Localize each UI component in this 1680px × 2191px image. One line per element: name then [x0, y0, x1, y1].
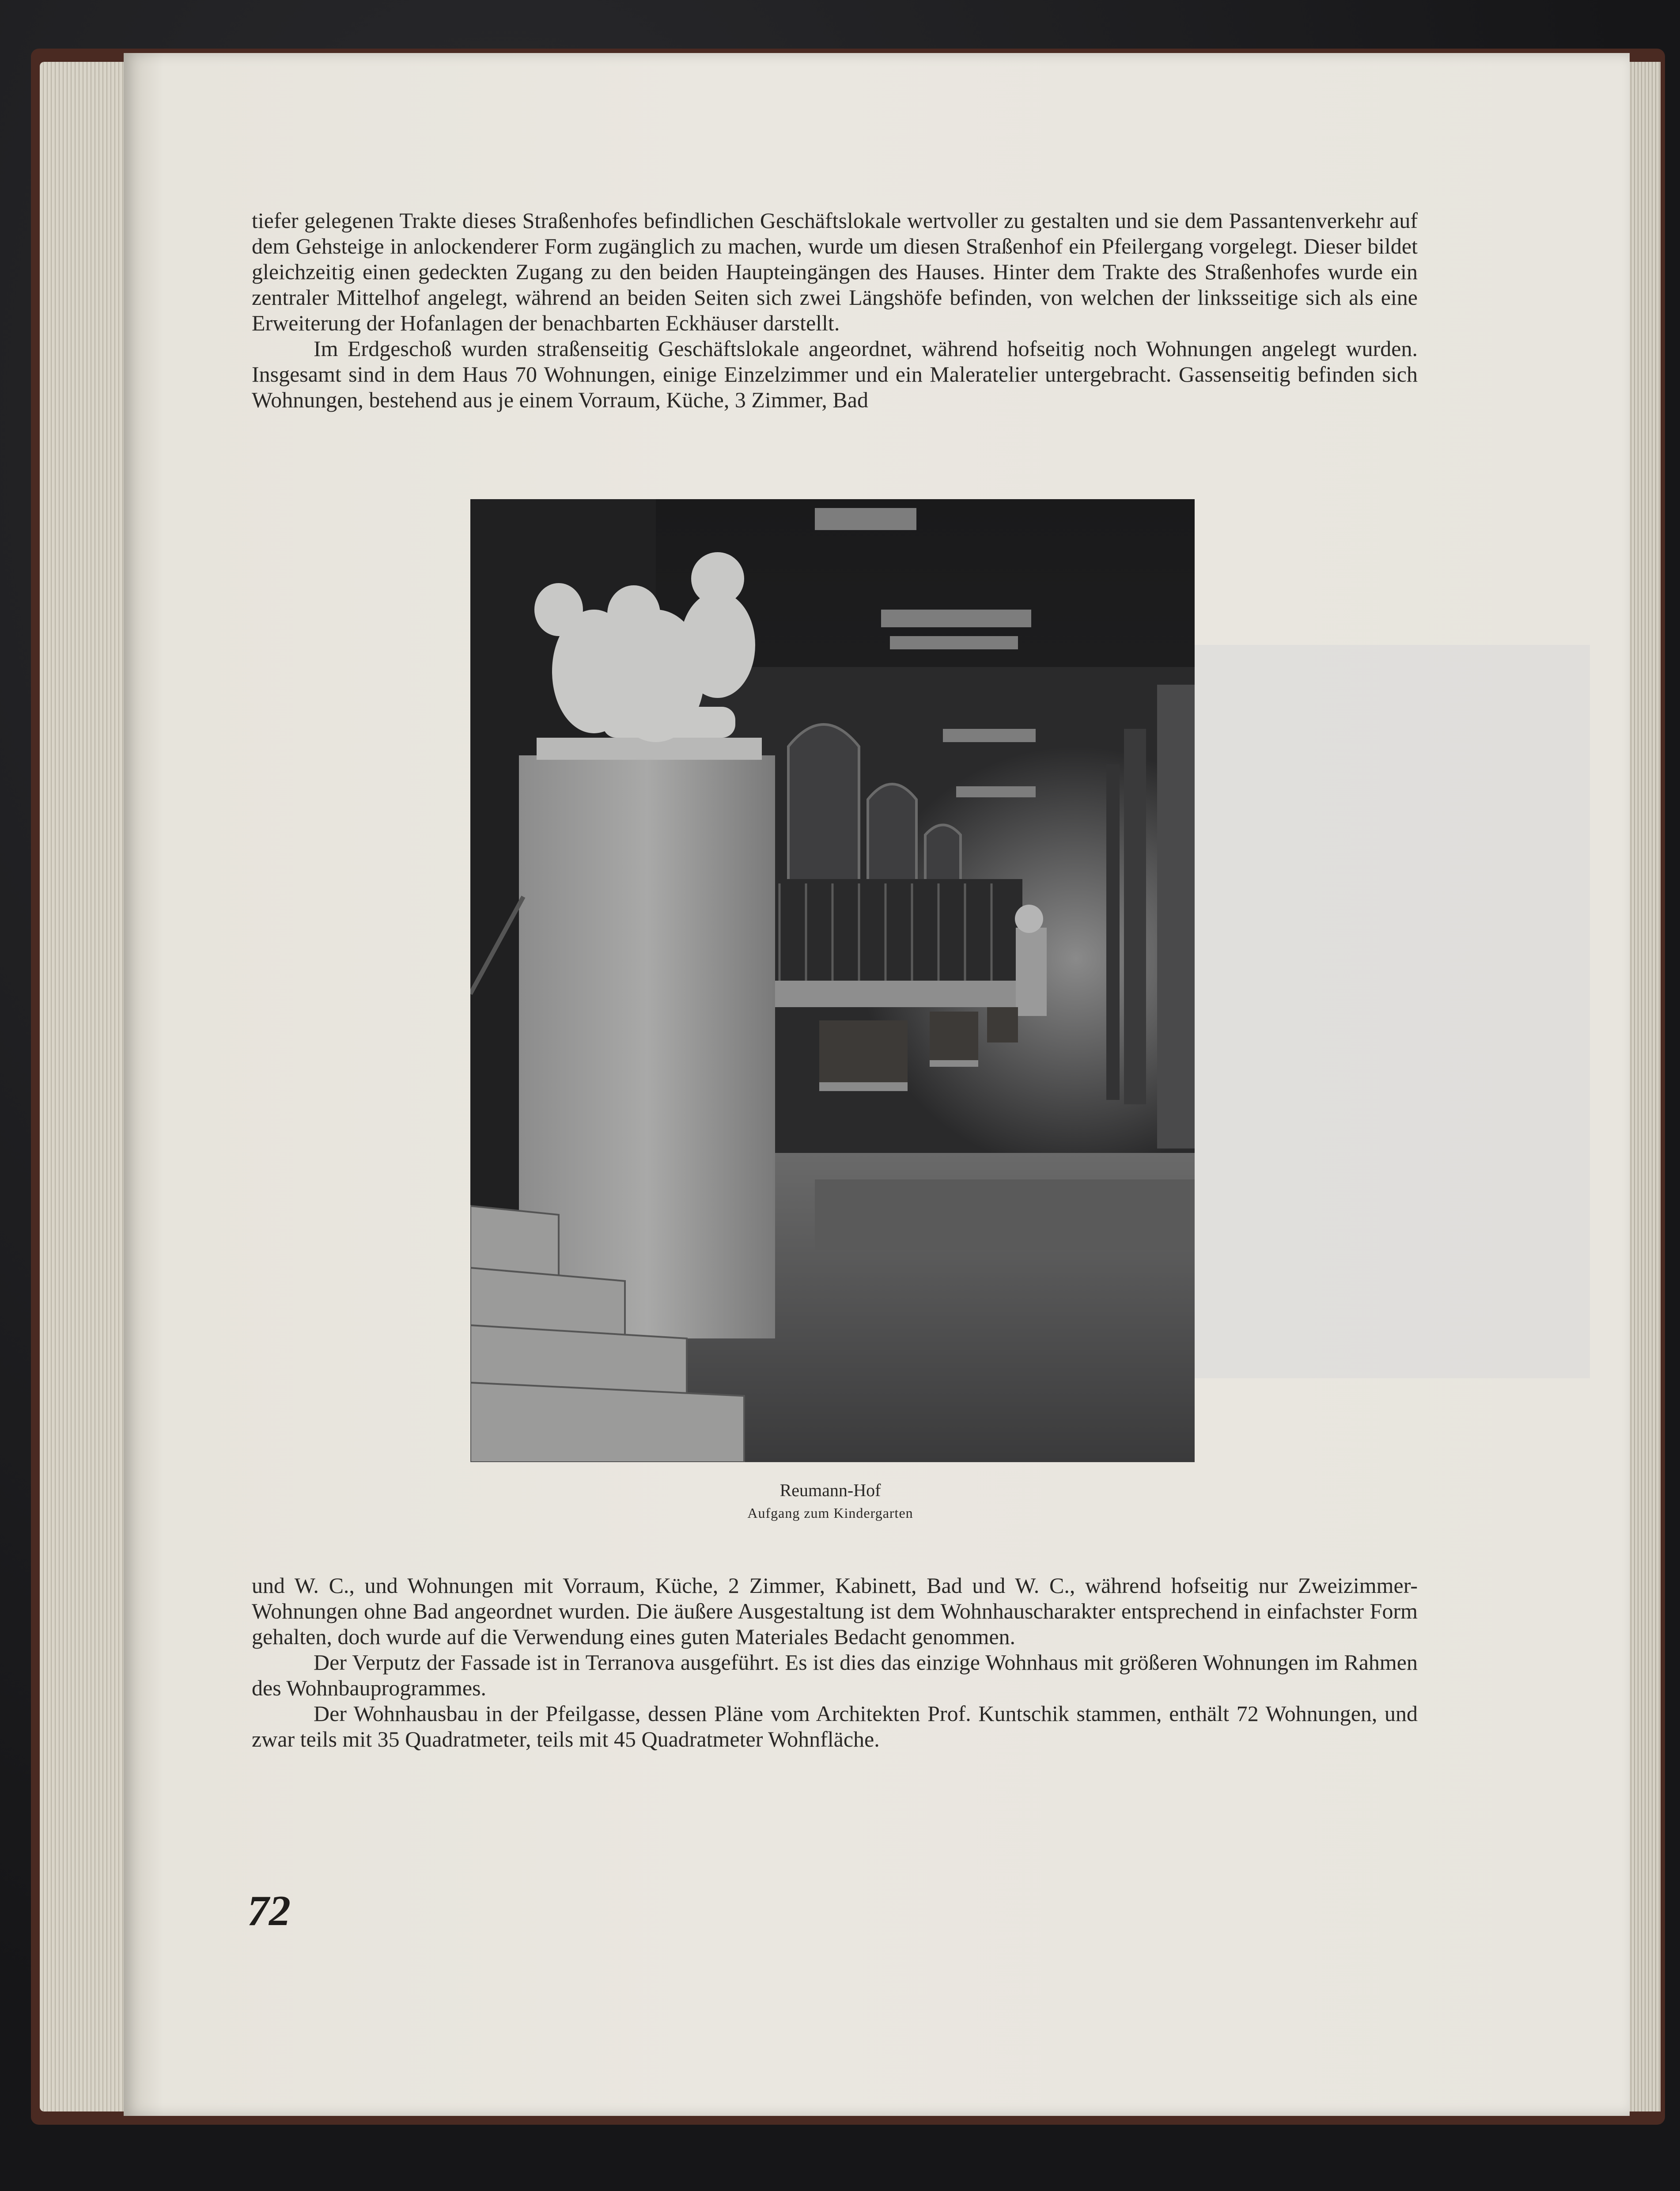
body-text-top — [252, 208, 1418, 413]
paragraph: Der Verputz der Fassade ist in Terranova ausgeführt. Es ist dies das einzige Wohnhaus mit größeren Wohnungen im Rahmen des Wohnbauprogrammes. — [252, 1650, 1418, 1700]
paragraph: Der Wohnhausbau in der Pfeilgasse, dessen Pläne vom Architekten Prof. Kuntschik stammen, enthält 72 Wohnungen, und zwar teils mit 35 Quadratmeter, teils mit 45 Quadratmeter Wohnfläche. — [252, 1701, 1418, 1751]
paragraph: tiefer gelegenen Trakte dieses Straßenhofes befindlichen Geschäftslokale wertvoller zu gestalten und sie dem Passantenverkehr auf dem Gehsteige in anlockenderer Form zugänglich zu machen, wurde um diesen Straßenhof ein Pfeilergang vorgelegt. Dieser bildet gleichzeitig einen gedeckten Zugang zu den beiden Haupteingängen des Hauses. Hinter dem Trakte des Straßenhofes wurde ein zentraler Mittelhof angelegt, während an beiden Seiten sich zwei Längshöfe befinden, von welchen der linksseitige sich als eine Erweiterung der Hofanlagen der benachbarten Eckhäuser darstellt. — [252, 208, 1418, 335]
paragraph: Im Erdgeschoß wurden straßenseitig Geschäftslokale angeordnet, während hofseitig noch Wohnungen angelegt wurden. Insgesamt sind in dem Haus 70 Wohnungen, einige Einzelzimmer und ein Maleratelier untergebracht. Gassenseitig befinden sich Wohnungen, bestehend aus je einem Vorraum, Küche, 3 Zimmer, Bad — [252, 336, 1418, 412]
figure-caption-subtitle: Aufgang zum Kindergarten — [747, 1505, 913, 1521]
figure-caption-title: Reumann-Hof — [779, 1480, 881, 1500]
page-edges-left — [40, 62, 137, 2111]
body-text-bottom — [252, 1573, 1418, 1752]
figure-photograph — [470, 499, 1195, 1462]
paragraph: und W. C., und Wohnungen mit Vorraum, Küche, 2 Zimmer, Kabinett, Bad und W. C., während hofseitig nur Zweizimmer-Wohnungen ohne Bad angeordnet wurden. Die äußere Ausgestaltung ist dem Wohnhauscharakter entsprechend in einfachster Form gehalten, doch wurde auf die Verwendung eines guten Materiales Bedacht genommen. — [252, 1573, 1418, 1649]
photo-illustration — [470, 499, 1195, 1462]
page-number: 72 — [247, 1887, 291, 1935]
